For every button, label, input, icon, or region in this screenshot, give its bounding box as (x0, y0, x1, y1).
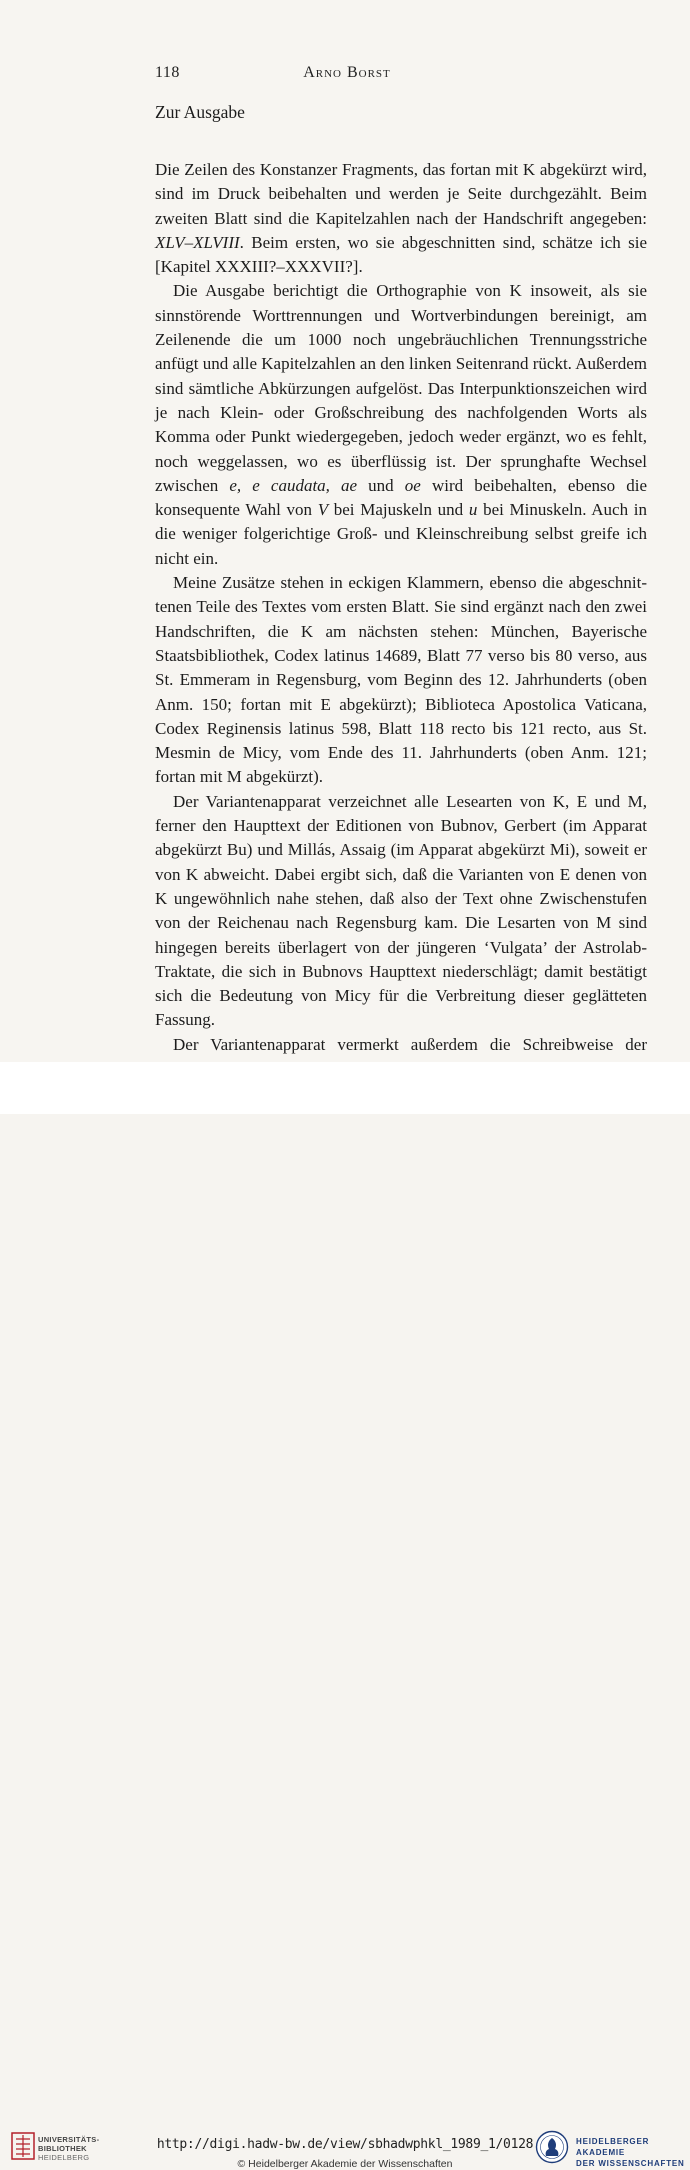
text-span: bei Minuskeln. Auch in die weniger folgerichtige Groß- und Kleinschreibung selbst greife ich nicht ein. (155, 500, 647, 568)
italic-span: V (317, 500, 329, 520)
italic-span: oe (404, 475, 421, 495)
paragraph (155, 571, 647, 790)
text-span: Die Ausgabe berichtigt die Orthographie von K insoweit, als sie sinnstörende Worttrennungen und Wortverbindungen bereinigt, am Zeilenende die um 1000 noch ungebräuchlichen Trennungsstriche anfügt und alle Kapitelzahlen an den linken Seitenrand rückt. Außerdem sind sämtliche Abkürzungen aufgelöst. Das Interpunktionszeichen wird je nach Klein- oder Großschreibung des nachfolgenden Worts als Komma oder Punkt wiedergegeben, jedoch weder ergänzt, wo es fehlt, noch weggelassen, wo es überflüssig ist. Der sprunghafte Wechsel zwischen (155, 281, 647, 495)
text-span: Meine Zusätze stehen in eckigen Klammern, ebenso die abgeschnittenen Teile des Textes vom ersten Blatt. Sie sind ergänzt nach den zwei Handschriften, die K am nächsten stehen: München, Bayerische Staatsbibliothek, Codex latinus 14689, Blatt 77 verso bis 80 verso, aus St. Emmeram in Regensburg, vom Beginn des 12. Jahrhunderts (oben Anm. 150; fortan mit E abgekürzt); Biblioteca Apostolica Vaticana, Codex Reginensis latinus 598, Blatt 118 recto bis 121 recto, aus St. Mesmin de Micy, vom Ende des 11. Jahrhunderts (oben Anm. 121; fortan mit M abgekürzt). (155, 573, 647, 787)
permalink-url[interactable]: http://digi.hadw-bw.de/view/sbhadwphkl_1989_1/0128 (156, 2137, 534, 2152)
text-span: und (357, 475, 405, 495)
paragraph (155, 279, 647, 571)
text-span: Der Variantenapparat verzeichnet alle Lesearten von K, E und M, ferner den Haupttext der Editionen von Bubnov, Gerbert (im Apparat abgekürzt Bu) und Millás, Assaig (im Apparat abgekürzt Mi), soweit er von K abweicht. Dabei ergibt sich, daß die Varianten von E denen von K ungewöhnlich nahe stehen, daß also der Text ohne Zwischenstufen von der Reichenau nach Regensburg kam. Die Lesarten von M sind hingegen bereits überlagert von der jüngeren ‘Vulgata’ der AstrolabTraktate, die sich in Bubnovs Haupttext niederschlägt; damit bestätigt sich die Bedeutung von Micy für die Verbreitung dieser geglätteten Fassung. (155, 791, 647, 1030)
paragraph (155, 158, 647, 279)
academy-seal-logo (535, 2130, 569, 2164)
main-text (155, 100, 647, 1081)
uni-line-2: BIBLIOTHEK (38, 2144, 87, 2153)
running-author: Arno Borst (303, 64, 391, 81)
page-number: 118 (155, 64, 180, 81)
text-span: Der Variantenapparat vermerkt außerdem die Schreibweise der (173, 1034, 647, 1054)
italic-span: u (468, 500, 478, 520)
text-span: . Beim ersten, wo sie abgeschnitten sind, schätze ich sie [Kapitel XXXIII?–XXXVII?]. (155, 232, 647, 277)
text-span: bei Majuskeln und (328, 500, 469, 520)
academy-name (576, 2136, 690, 2169)
academy-line-1: HEIDELBERGER AKADEMIE (576, 2137, 650, 2157)
paragraph-container (155, 158, 647, 1081)
italic-span: XLV–XLVIII (155, 232, 240, 252)
italic-span: e, e caudata, ae (229, 475, 358, 495)
footer-bar (0, 1062, 690, 2170)
uni-line-1: UNIVERSITÄTS- (38, 2135, 100, 2144)
section-title: Zur Ausgabe (155, 102, 245, 122)
uni-line-3: HEIDELBERG (38, 2153, 90, 2162)
text-span: wird beibehalten, ebenso die konsequente Wahl von (155, 475, 647, 520)
academy-line-2: DER WISSENSCHAFTEN (576, 2159, 685, 2168)
paragraph (155, 790, 647, 1033)
copyright-notice: © Heidelberger Akademie der Wissenschaften (237, 2158, 453, 2170)
text-span: Die Zeilen des Konstanzer Fragments, das fortan mit K abgekürzt wird, sind im Druck beibehalten und werden je Seite durchgezählt. Beim zweiten Blatt sind die Kapitelzahlen nach der Handschrift angegeben: (155, 160, 647, 228)
